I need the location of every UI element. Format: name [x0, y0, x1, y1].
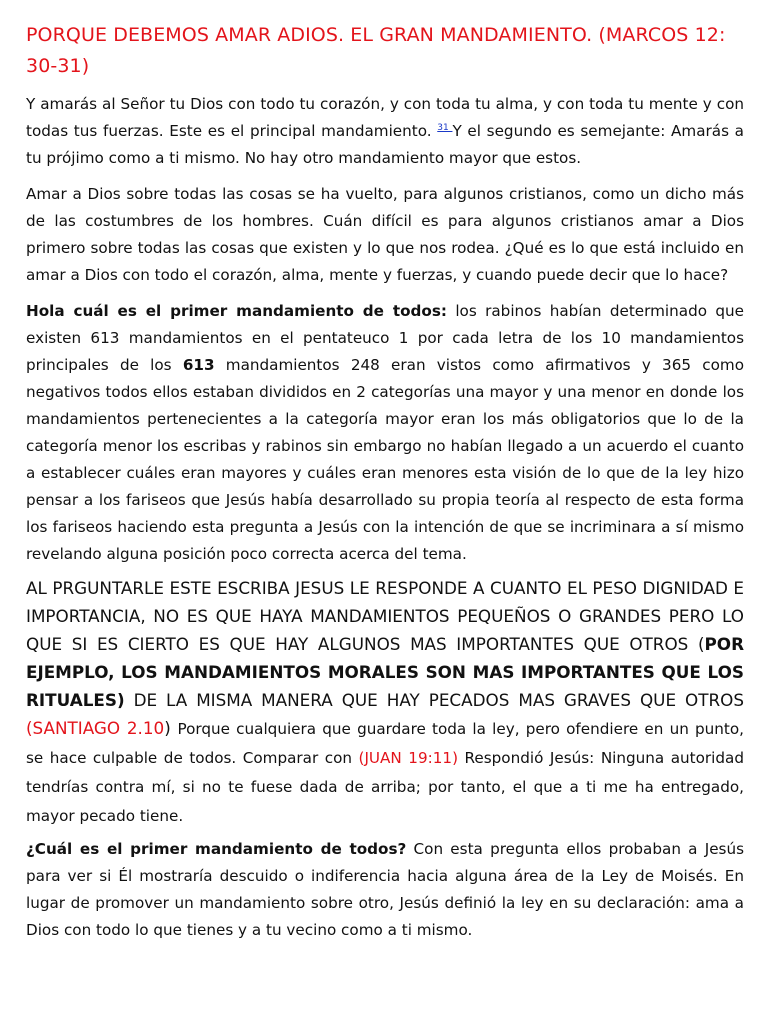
verse-number-31 [437, 123, 452, 133]
intro-paragraph: Amar a Dios sobre todas las cosas se ha vuelto, para algunos cristianos, como un dicho más de las costumbres de los hombres. Cuán difícil es para algunos cristianos amar a Dios primero sobre todas las cosas que existen y lo que nos rodea. ¿Qué es lo que está incluido en amar a Dios con todo el corazón, alma, mente y fuerzas, y cuando puede decir que lo hace? [26, 185, 744, 284]
document-title: PORQUE DEBEMOS AMAR ADIOS. EL GRAN MANDAMIENTO. (MARCOS 12: 30-31) [26, 24, 726, 77]
scripture-text-verse-31: Y el segundo es semejante: Amarás a tu prójimo como a ti mismo. No hay otro mandamiento mayor que estos. [26, 122, 744, 167]
answer-bold-example: POR EJEMPLO, LOS MANDAMIENTOS MORALES SON MAS IMPORTANTES QUE LOS RITUALES) [26, 634, 744, 710]
verse-31-link[interactable]: 31 [437, 122, 453, 133]
reference-santiago: (SANTIAGO 2.10 [26, 718, 165, 738]
answer-caps-text: AL PRGUNTARLE ESTE ESCRIBA JESUS LE RESPONDE A CUANTO EL PESO DIGNIDAD E IMPORTANCIA, NO ES QUE HAYA MANDAMIENTOS PEQUEÑOS O GRANDES PERO LO QUE SI ES CIERTO ES QUE HAY ALGUNOS MAS IMPORTANTES QUE OTROS ( [26, 578, 744, 654]
answer-caps-text-b: DE LA MISMA MANERA QUE HAY PECADOS MAS GRAVES QUE OTROS [124, 690, 744, 710]
question-heading: ¿Cuál es el primer mandamiento de todos? [26, 840, 407, 858]
reference-juan: (JUAN 19:11) [358, 749, 459, 767]
rabbis-paragraph-heading: Hola cuál es el primer mandamiento de todos: [26, 302, 447, 320]
santiago-quote: Porque cualquiera que guardare toda la ley, pero ofendiere en un punto, se hace culpable de todos. Comparar con [26, 720, 744, 767]
jesus-answer-paragraph [26, 574, 744, 830]
scripture-text-verse-30: Y amarás al Señor tu Dios con todo tu corazón, y con toda tu alma, y con toda tu mente y con todas tus fuerzas. Este es el principal mandamiento. [26, 95, 744, 140]
juan-quote: Respondió Jesús: Ninguna autoridad tendrías contra mí, si no te fuese dada de arriba; por tanto, el que a ti me ha entregado, mayor pecado tiene. [26, 749, 744, 825]
reference-close-paren: ) [164, 718, 178, 738]
rabbis-paragraph-text-b: mandamientos 248 eran vistos como afirmativos y 365 como negativos todos ellos estaban divididos en 2 categorías una mayor y una menor en donde los mandamientos pertenecientes a la categoría mayor eran los más obligatorios que lo de la categoría menor los escribas y rabinos sin embargo no habían llegado a un acuerdo el cuanto a establecer cuáles eran mayores y cuáles eran menores esta visión de lo que de la ley hizo pensar a los fariseos que Jesús había desarrollado su propia teoría al respecto de esta forma los fariseos haciendo esta pregunta a Jesús con la intención de que se incriminara a sí mismo revelando alguna posición poco correcta acerca del tema. [26, 356, 744, 563]
rabbis-paragraph [26, 298, 744, 568]
rabbis-paragraph-text-a: los rabinos habían determinado que existen 613 mandamientos en el pentateuco 1 por cada letra de los 10 mandamientos principales de los [26, 302, 744, 374]
scripture-paragraph [26, 91, 744, 172]
question-paragraph-text: Con esta pregunta ellos probaban a Jesús para ver si Él mostraría descuido o indiferencia hacia alguna área de la Ley de Moisés. En lugar de promover un mandamiento sobre otro, Jesús definió la ley en su declaración: ama a Dios con todo lo que tienes y a tu vecino como a ti mismo. [26, 840, 744, 939]
commandment-count: 613 [182, 356, 215, 374]
question-paragraph [26, 836, 744, 944]
